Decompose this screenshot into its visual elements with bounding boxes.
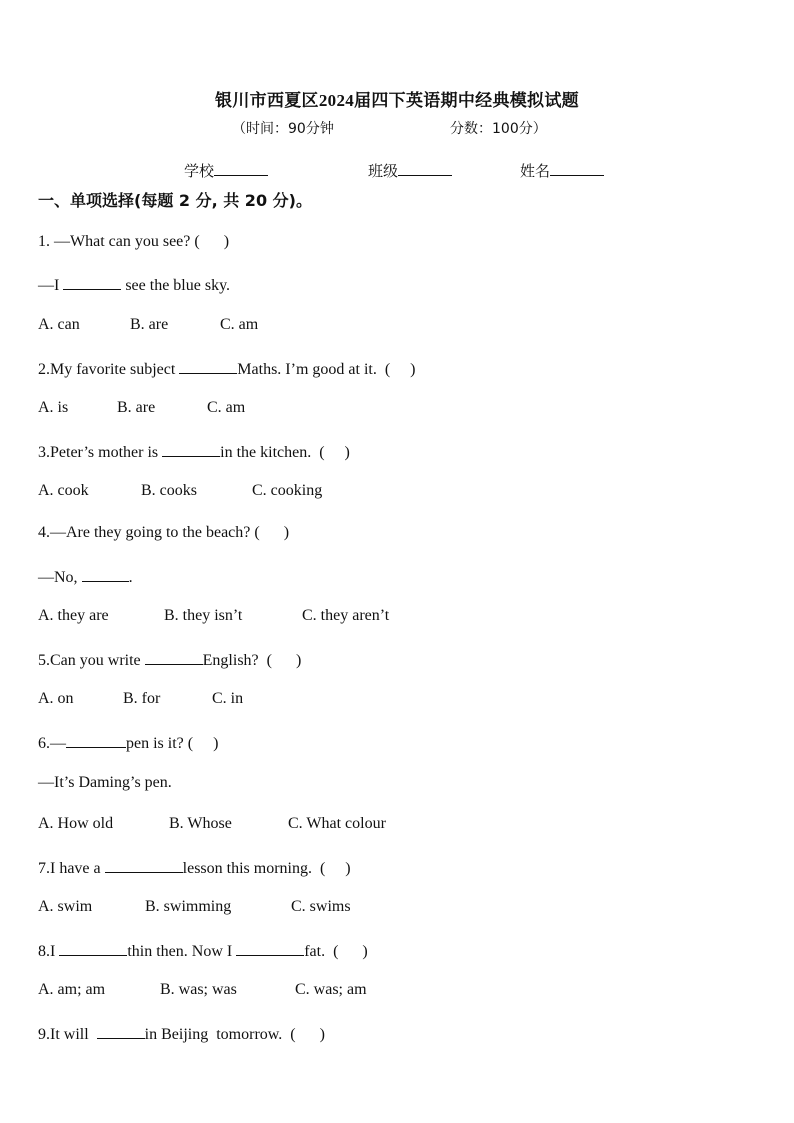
question-2-option-a[interactable]: A. is — [38, 399, 69, 416]
question-6-options — [38, 815, 386, 833]
school-field — [184, 160, 268, 181]
question-6-option-c[interactable]: C. What colour — [288, 815, 386, 832]
question-4-blank[interactable] — [82, 566, 129, 582]
question-4-option-b[interactable]: B. they isn’t — [164, 607, 243, 624]
question-5-stem: 5.Can you write English? ( ) — [38, 649, 301, 670]
question-2-stem: 2.My favorite subject Maths. I’m good at it. ( ) — [38, 358, 416, 379]
question-2-option-c[interactable]: C. am — [207, 399, 246, 416]
question-4-option-a[interactable]: A. they are — [38, 607, 109, 624]
exam-title: 银川市西夏区2024届四下英语期中经典模拟试题 — [215, 91, 579, 110]
question-8-blank-1[interactable] — [59, 940, 127, 956]
class-label: 班级 — [368, 162, 399, 180]
name-label: 姓名 — [520, 162, 551, 180]
school-label: 学校 — [184, 162, 215, 180]
question-7-stem: 7.I have a lesson this morning. ( ) — [38, 857, 351, 878]
question-6-option-a[interactable]: A. How old — [38, 815, 114, 832]
question-3-stem: 3.Peter’s mother is in the kitchen. ( ) — [38, 441, 350, 462]
question-1-answer-line: —I see the blue sky. — [38, 274, 230, 295]
school-blank[interactable] — [214, 161, 268, 176]
exam-time: （时间：90分钟 — [232, 121, 334, 137]
question-2-options — [38, 399, 245, 417]
question-5-option-a[interactable]: A. on — [38, 690, 74, 707]
question-1-option-a[interactable]: A. can — [38, 316, 80, 333]
question-4-stem: 4.—Are they going to the beach? ( ) — [38, 524, 290, 541]
question-3-option-b[interactable]: B. cooks — [141, 482, 197, 499]
question-3-option-c[interactable]: C. cooking — [252, 482, 323, 499]
name-field — [520, 160, 604, 181]
question-1-options — [38, 316, 258, 334]
question-9-blank[interactable] — [97, 1023, 145, 1039]
question-5-option-b[interactable]: B. for — [123, 690, 161, 707]
question-8-option-a[interactable]: A. am; am — [38, 981, 106, 998]
question-2-option-b[interactable]: B. are — [117, 399, 156, 416]
class-blank[interactable] — [398, 161, 452, 176]
question-9-stem: 9.It will in Beijing tomorrow. ( ) — [38, 1023, 325, 1044]
question-5-options — [38, 690, 243, 708]
question-8-option-c[interactable]: C. was; am — [295, 981, 367, 998]
question-8-blank-2[interactable] — [236, 940, 304, 956]
question-7-option-b[interactable]: B. swimming — [145, 898, 232, 915]
question-8-stem: 8.I thin then. Now I fat. ( ) — [38, 940, 368, 961]
question-1-option-b[interactable]: B. are — [130, 316, 169, 333]
question-7-option-c[interactable]: C. swims — [291, 898, 351, 915]
question-4-answer-line: —No, . — [38, 566, 133, 587]
question-6-answer-line: —It’s Daming’s pen. — [38, 774, 172, 791]
question-5-option-c[interactable]: C. in — [212, 690, 244, 707]
question-6-option-b[interactable]: B. Whose — [169, 815, 232, 832]
question-1-option-c[interactable]: C. am — [220, 316, 259, 333]
question-3-blank[interactable] — [162, 441, 220, 457]
section-heading: 一、单项选择(每题 2 分, 共 20 分)。 — [38, 191, 312, 210]
question-1-blank[interactable] — [63, 274, 121, 290]
question-6-blank[interactable] — [66, 732, 126, 748]
question-7-options — [38, 898, 351, 916]
class-field — [368, 160, 452, 181]
question-3-option-a[interactable]: A. cook — [38, 482, 89, 499]
exam-score: 分数：100分） — [450, 121, 547, 137]
name-blank[interactable] — [550, 161, 604, 176]
question-3-options — [38, 482, 322, 500]
question-7-blank[interactable] — [105, 857, 183, 873]
question-4-option-c[interactable]: C. they aren’t — [302, 607, 390, 624]
question-8-options — [38, 981, 367, 999]
question-7-option-a[interactable]: A. swim — [38, 898, 93, 915]
question-5-blank[interactable] — [145, 649, 203, 665]
question-2-blank[interactable] — [179, 358, 237, 374]
question-6-stem: 6.— pen is it? ( ) — [38, 732, 218, 753]
question-8-option-b[interactable]: B. was; was — [160, 981, 237, 998]
question-1-stem: 1. —What can you see? ( ) — [38, 233, 230, 250]
question-4-options — [38, 607, 389, 625]
